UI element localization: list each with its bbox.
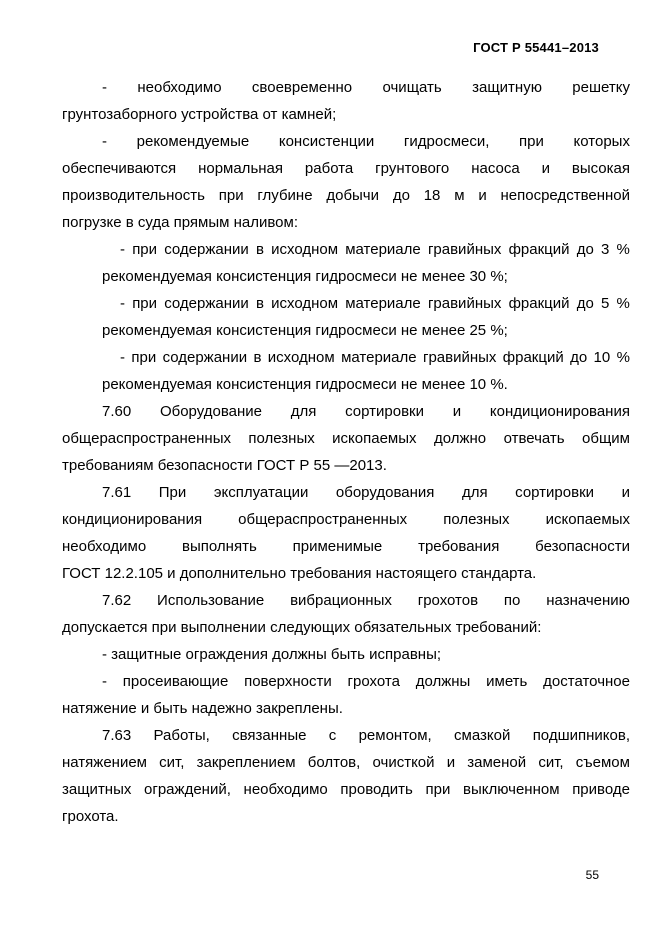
word: 10 xyxy=(593,349,611,366)
word: в xyxy=(253,349,262,366)
text-line: рекомендуемая консистенция гидросмеси не менее 10 %. xyxy=(102,376,508,393)
word: до xyxy=(576,295,594,312)
word: для xyxy=(461,484,488,501)
word: При xyxy=(158,484,187,501)
word: высокая xyxy=(571,160,630,177)
word: фракций xyxy=(502,349,564,366)
text-line xyxy=(62,344,630,371)
word: необходимо xyxy=(137,79,222,96)
word: решетку xyxy=(572,79,630,96)
word: вибрационных xyxy=(290,592,392,609)
word: рекомендуемые xyxy=(136,133,250,150)
word: - xyxy=(102,673,107,690)
text-line xyxy=(62,668,630,695)
word: заменой xyxy=(467,754,527,771)
text-line: - защитные ограждения должны быть исправны; xyxy=(102,646,442,663)
word: при xyxy=(132,241,158,258)
word: при xyxy=(425,781,451,798)
document-header: ГОСТ Р 55441–2013 xyxy=(473,40,599,55)
word: глубине xyxy=(257,187,313,204)
text-line: грохота. xyxy=(62,808,119,825)
word: необходимо xyxy=(62,538,147,555)
word: материале xyxy=(341,349,417,366)
word: необходимо xyxy=(243,781,328,798)
text-line xyxy=(62,128,630,155)
text-line xyxy=(62,74,630,101)
word: натяжением xyxy=(62,754,147,771)
word: требования xyxy=(418,538,500,555)
word: нормальная xyxy=(198,160,284,177)
word: применимые xyxy=(292,538,383,555)
word: исходном xyxy=(271,241,339,258)
word: % xyxy=(616,295,630,312)
word: м xyxy=(454,187,465,204)
text-line: грунтозаборного устройства от камней; xyxy=(62,106,337,123)
word: Использование xyxy=(157,592,265,609)
word: - xyxy=(102,79,107,96)
word: выключенном xyxy=(462,781,560,798)
word: фракций xyxy=(508,241,570,258)
text-line: рекомендуемая консистенция гидросмеси не менее 25 %; xyxy=(102,322,508,339)
word: Оборудование xyxy=(159,403,262,420)
word: % xyxy=(616,349,630,366)
word: в xyxy=(255,241,264,258)
word: очищать xyxy=(382,79,442,96)
text-line xyxy=(62,776,630,803)
word: безопасности xyxy=(535,538,630,555)
word: поверхности xyxy=(244,673,332,690)
word: сит, xyxy=(159,754,185,771)
word: полезных xyxy=(443,511,510,528)
word: насоса xyxy=(471,160,520,177)
word: смазкой xyxy=(454,727,511,744)
word: эксплуатации xyxy=(213,484,309,501)
word: выполнять xyxy=(182,538,257,555)
word: просеивающие xyxy=(122,673,229,690)
word: должно xyxy=(433,430,487,447)
text-line: требованиям безопасности ГОСТ Р 55 —2013. xyxy=(62,457,387,474)
word: 3 xyxy=(601,241,610,258)
text-line xyxy=(62,398,630,425)
word: - xyxy=(120,349,125,366)
word: гидросмеси, xyxy=(403,133,490,150)
word: 7.63 xyxy=(102,727,132,744)
page-number: 55 xyxy=(585,868,599,882)
word: содержании xyxy=(164,241,249,258)
text-line xyxy=(62,749,630,776)
word: - xyxy=(120,241,125,258)
word: которых xyxy=(573,133,630,150)
word: проводить xyxy=(340,781,413,798)
text-line xyxy=(62,533,630,560)
text-line: ГОСТ 12.2.105 и дополнительно требования настоящего стандарта. xyxy=(62,565,537,582)
word: и xyxy=(452,403,462,420)
text-line xyxy=(62,236,630,263)
word: в xyxy=(255,295,264,312)
word: работа xyxy=(304,160,354,177)
word: защитных xyxy=(62,781,132,798)
text-line: рекомендуемая консистенция гидросмеси не менее 30 %; xyxy=(102,268,508,285)
text-line xyxy=(62,587,630,614)
word: материале xyxy=(345,241,421,258)
word: ремонтом, xyxy=(358,727,432,744)
word: обеспечиваются xyxy=(62,160,177,177)
word: назначению xyxy=(546,592,630,609)
word: при xyxy=(131,349,157,366)
word: общим xyxy=(582,430,630,447)
word: ископаемых xyxy=(332,430,417,447)
word: общераспространенных xyxy=(238,511,408,528)
word: общераспространенных xyxy=(62,430,231,447)
word: содержании xyxy=(164,295,249,312)
word: своевременно xyxy=(251,79,353,96)
word: отвечать xyxy=(503,430,565,447)
word: для xyxy=(290,403,317,420)
text-line xyxy=(62,722,630,749)
word: до xyxy=(392,187,410,204)
word: 5 xyxy=(601,295,610,312)
word: до xyxy=(570,349,588,366)
word: гравийных xyxy=(427,295,502,312)
word: грунтового xyxy=(375,160,450,177)
word: грохота xyxy=(347,673,400,690)
text-line xyxy=(62,506,630,533)
word: 7.62 xyxy=(102,592,132,609)
word: с xyxy=(328,727,337,744)
word: производительность xyxy=(62,187,205,204)
word: Работы, xyxy=(153,727,210,744)
text-line xyxy=(62,182,630,209)
word: материале xyxy=(345,295,421,312)
word: очисткой xyxy=(372,754,435,771)
word: непосредственной xyxy=(500,187,630,204)
word: при xyxy=(218,187,244,204)
word: съемом xyxy=(575,754,630,771)
word: сортировки xyxy=(345,403,424,420)
word: оборудования xyxy=(335,484,435,501)
word: сортировки xyxy=(515,484,595,501)
word: связанные xyxy=(232,727,307,744)
word: - xyxy=(120,295,125,312)
word: полезных xyxy=(248,430,315,447)
word: - xyxy=(102,133,107,150)
word: гравийных xyxy=(427,241,502,258)
word: при xyxy=(132,295,158,312)
word: 18 xyxy=(423,187,441,204)
word: исходном xyxy=(267,349,335,366)
word: исходном xyxy=(271,295,339,312)
word: 7.61 xyxy=(102,484,132,501)
word: кондиционирования xyxy=(62,511,203,528)
document-body xyxy=(62,74,630,830)
word: % xyxy=(616,241,630,258)
word: приводе xyxy=(572,781,630,798)
word: должны xyxy=(415,673,471,690)
word: при xyxy=(519,133,544,150)
word: содержании xyxy=(162,349,248,366)
word: гравийных xyxy=(422,349,497,366)
text-line xyxy=(62,290,630,317)
text-line: погрузке в суда прямым наливом: xyxy=(62,214,299,231)
word: 7.60 xyxy=(102,403,132,420)
word: фракций xyxy=(508,295,570,312)
text-line: натяжение и быть надежно закреплены. xyxy=(62,700,343,717)
text-line: допускается при выполнении следующих обязательных требований: xyxy=(62,619,542,636)
word: сит, xyxy=(538,754,564,771)
word: по xyxy=(503,592,521,609)
word: ископаемых xyxy=(545,511,630,528)
word: добычи xyxy=(326,187,380,204)
word: закреплением xyxy=(196,754,296,771)
word: и xyxy=(541,160,550,177)
word: болтов, xyxy=(307,754,361,771)
word: достаточное xyxy=(543,673,630,690)
word: ограждений, xyxy=(144,781,231,798)
word: кондиционирования xyxy=(489,403,630,420)
text-line xyxy=(62,425,630,452)
word: грохотов xyxy=(417,592,479,609)
word: до xyxy=(576,241,594,258)
word: и xyxy=(446,754,456,771)
word: защитную xyxy=(472,79,542,96)
text-line xyxy=(62,479,630,506)
word: иметь xyxy=(486,673,528,690)
word: подшипников, xyxy=(532,727,630,744)
word: консистенции xyxy=(278,133,375,150)
text-line xyxy=(62,155,630,182)
word: и xyxy=(621,484,630,501)
word: и xyxy=(478,187,487,204)
